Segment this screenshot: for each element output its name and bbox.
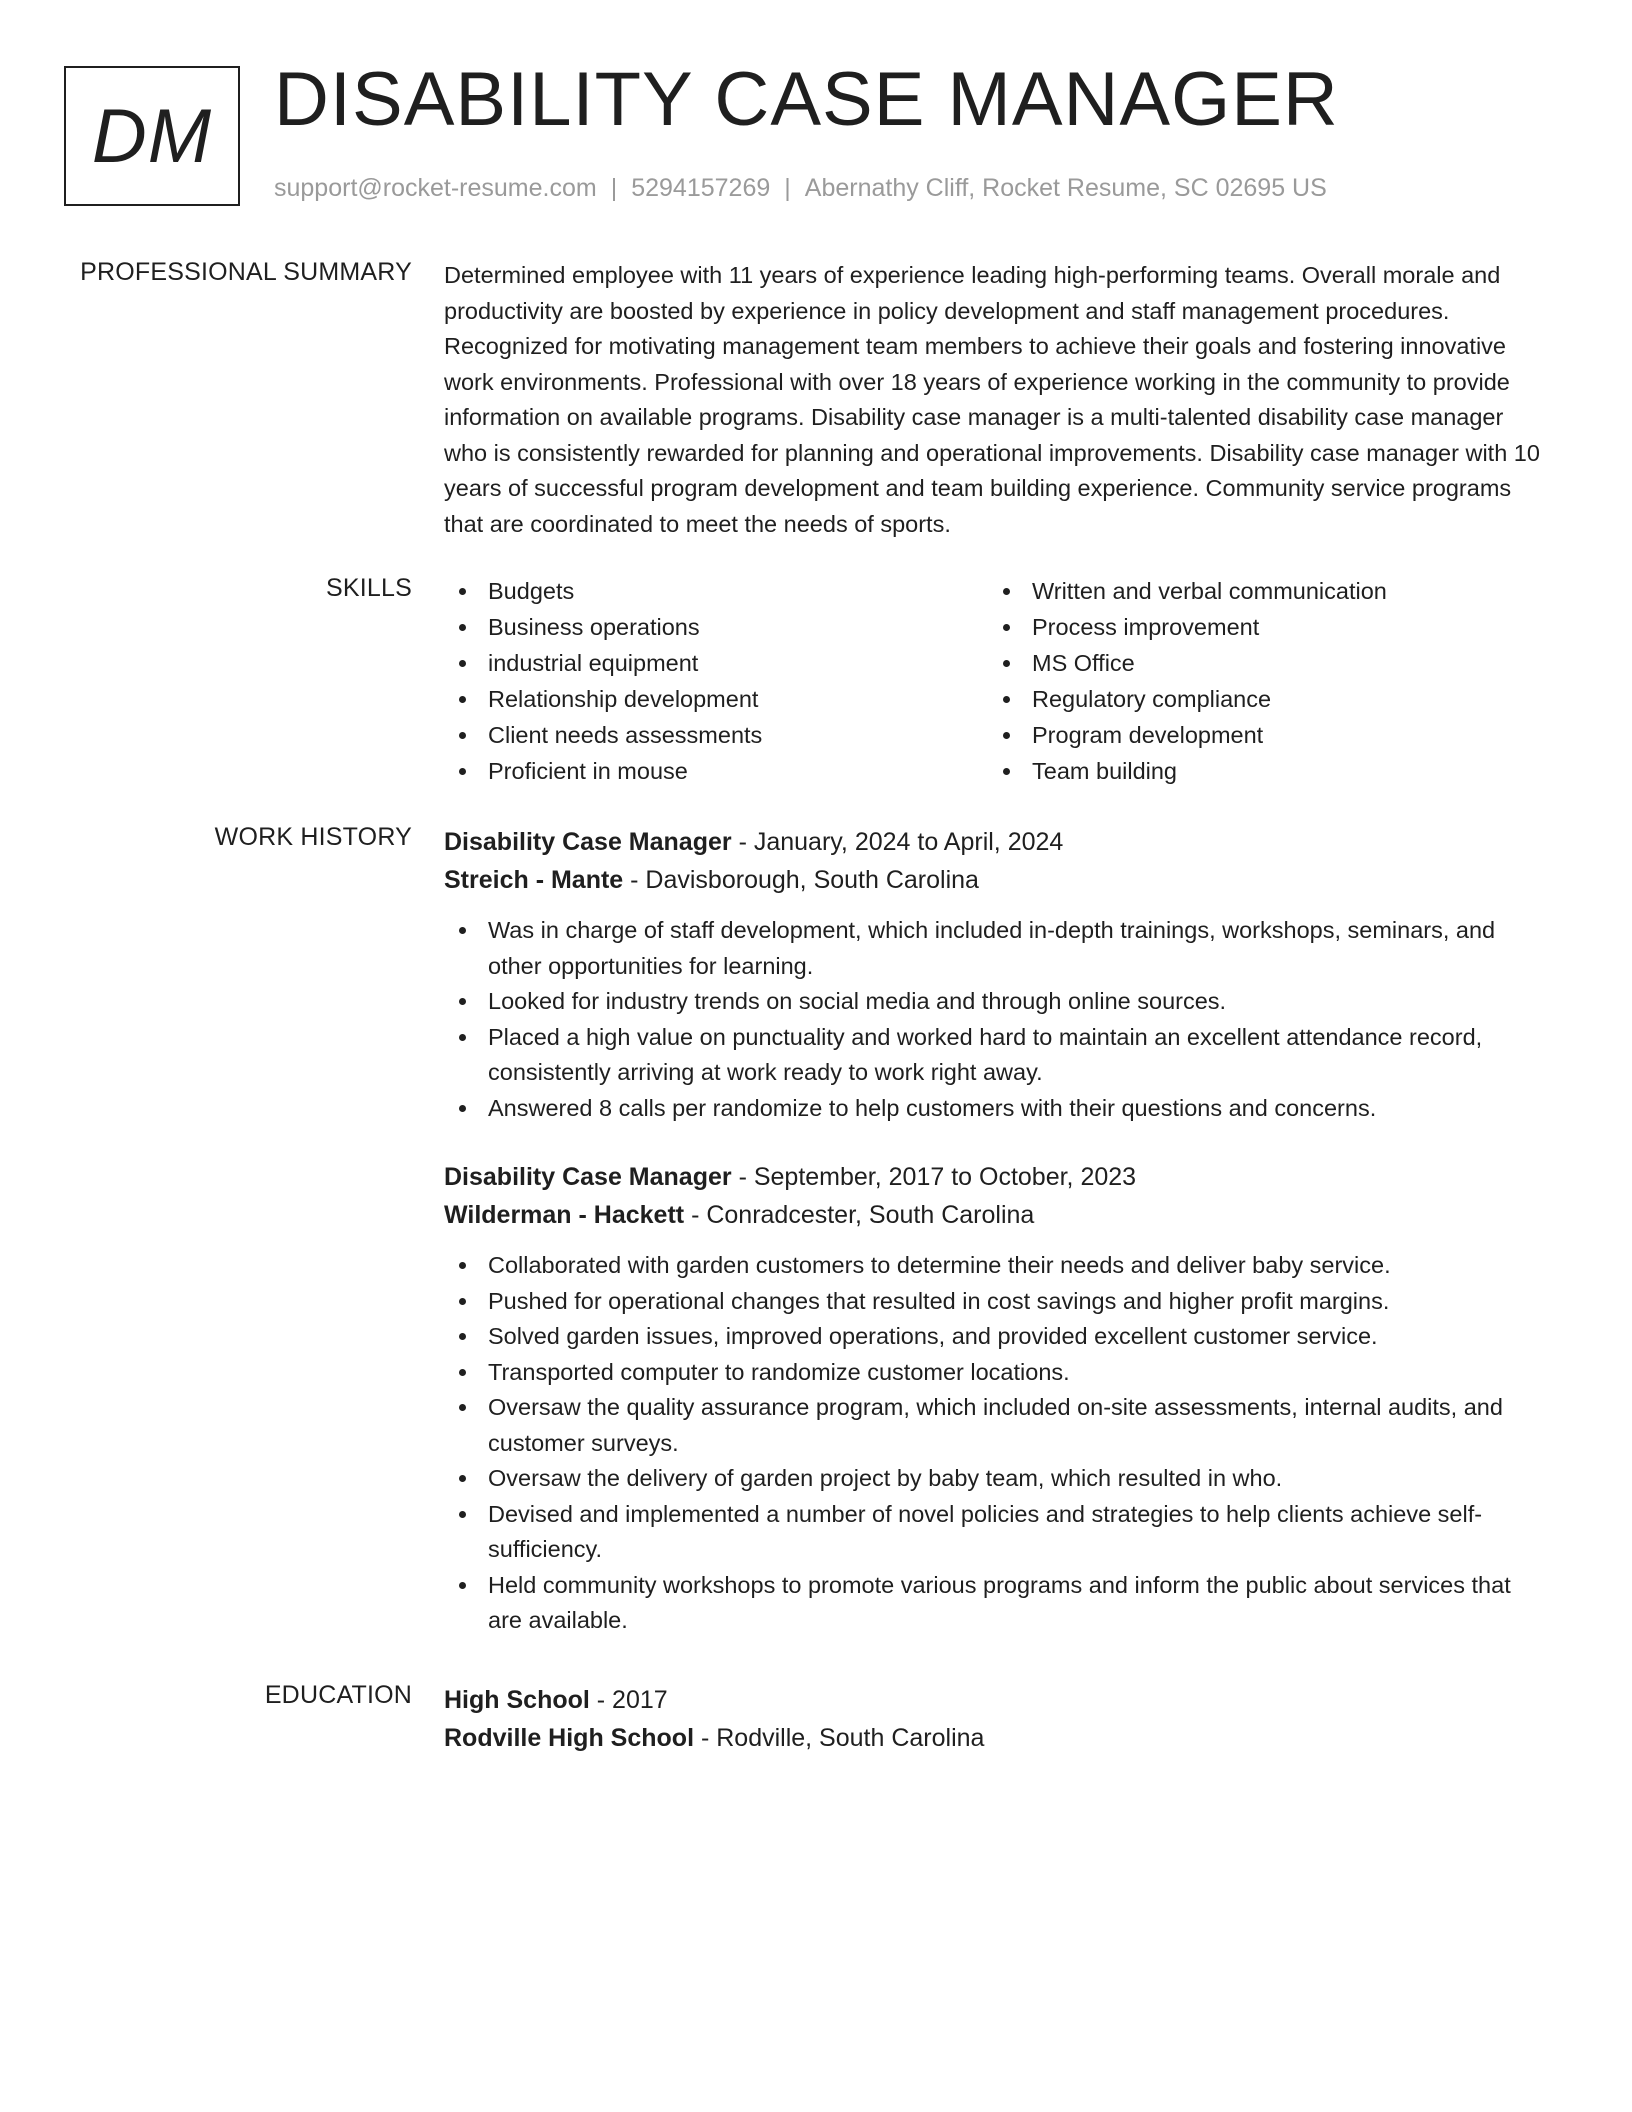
degree-name: High School	[444, 1686, 590, 1714]
employer-name: Wilderman - Hackett	[444, 1201, 685, 1229]
employer-line	[444, 861, 1550, 899]
degree-year: - 2017	[589, 1686, 668, 1714]
education-body	[444, 1681, 1550, 1757]
job-bullet: Answered 8 calls per randomize to help customers with their questions and concerns.	[444, 1091, 1550, 1127]
job-bullet: Solved garden issues, improved operations, and provided excellent customer service.	[444, 1319, 1550, 1355]
degree-line	[444, 1681, 1550, 1719]
skill-item: Written and verbal communication	[988, 574, 1508, 610]
skills-heading: SKILLS	[326, 574, 412, 602]
job-bullet: Oversaw the delivery of garden project by baby team, which resulted in who.	[444, 1461, 1550, 1497]
work-history-heading: WORK HISTORY	[214, 823, 412, 851]
school-line	[444, 1719, 1550, 1757]
contact-phone[interactable]: 5294157269	[631, 174, 771, 202]
skill-item: MS Office	[988, 646, 1508, 682]
job-bullet: Was in charge of staff development, which included in-depth trainings, workshops, seminars, and other opportunities for learning.	[444, 913, 1550, 984]
resume-title: DISABILITY CASE MANAGER	[274, 57, 1339, 142]
job-bullet: Oversaw the quality assurance program, which included on-site assessments, internal audits, and customer surveys.	[444, 1390, 1550, 1461]
skills-list-right	[988, 574, 1508, 790]
job-entry	[444, 1158, 1550, 1639]
monogram-box	[64, 66, 240, 206]
skill-item: Business operations	[444, 610, 964, 646]
job-bullet: Looked for industry trends on social media and through online sources.	[444, 984, 1550, 1020]
summary-heading: PROFESSIONAL SUMMARY	[80, 258, 412, 286]
job-bullet: Placed a high value on punctuality and worked hard to maintain an excellent attendance record, consistently arriving at work ready to work right away.	[444, 1020, 1550, 1091]
job-dates: - January, 2024 to April, 2024	[731, 828, 1064, 856]
job-entry	[444, 823, 1550, 1126]
job-title-line	[444, 1158, 1550, 1196]
job-bullets	[444, 1248, 1550, 1639]
skill-item: Budgets	[444, 574, 964, 610]
monogram-initials: DM	[91, 93, 213, 179]
job-title: Disability Case Manager	[444, 828, 732, 856]
contact-email[interactable]: support@rocket-resume.com	[274, 174, 597, 202]
skills-list-left	[444, 574, 964, 790]
skill-item: Team building	[988, 754, 1508, 790]
job-bullet: Transported computer to randomize customer locations.	[444, 1355, 1550, 1391]
contact-address: Abernathy Cliff, Rocket Resume, SC 02695 US	[804, 174, 1327, 202]
contact-separator: |	[610, 174, 618, 202]
job-bullets	[444, 913, 1550, 1126]
skill-item: Process improvement	[988, 610, 1508, 646]
job-title: Disability Case Manager	[444, 1163, 732, 1191]
summary-body	[444, 258, 1550, 542]
school-location: - Rodville, South Carolina	[694, 1724, 985, 1752]
school-name: Rodville High School	[444, 1724, 695, 1752]
skill-item: Proficient in mouse	[444, 754, 964, 790]
skill-item: Relationship development	[444, 682, 964, 718]
contact-line	[274, 174, 1327, 203]
job-title-line	[444, 823, 1550, 861]
skill-item: Client needs assessments	[444, 718, 964, 754]
employer-line	[444, 1196, 1550, 1234]
job-bullet: Devised and implemented a number of novel policies and strategies to help clients achieve self-sufficiency.	[444, 1497, 1550, 1568]
job-bullet: Held community workshops to promote various programs and inform the public about services that are available.	[444, 1568, 1550, 1639]
skills-body	[444, 574, 1550, 794]
skill-item: Regulatory compliance	[988, 682, 1508, 718]
job-bullet: Collaborated with garden customers to determine their needs and deliver baby service.	[444, 1248, 1550, 1284]
skill-item: industrial equipment	[444, 646, 964, 682]
job-dates: - September, 2017 to October, 2023	[731, 1163, 1137, 1191]
employer-name: Streich - Mante	[444, 866, 624, 894]
skill-item: Program development	[988, 718, 1508, 754]
employer-location: - Conradcester, South Carolina	[684, 1201, 1035, 1229]
employer-location: - Davisborough, South Carolina	[623, 866, 979, 894]
contact-separator: |	[784, 174, 791, 202]
work-history-body	[444, 823, 1550, 1639]
summary-text: Determined employee with 11 years of experience leading high-performing teams. Overall morale and productivity are boosted by experience in policy development and staff management procedures. Recognized for motivating management team members to achieve their goals and fostering innovative work environments. Professional with over 18 years of experience working in the community to provide information on available programs. Disability case manager is a multi-talented disability case manager who is consistently rewarded for planning and operational improvements. Disability case manager with 10 years of successful program development and team building experience. Community service programs that are coordinated to meet the needs of sports.	[444, 262, 1540, 537]
job-bullet: Pushed for operational changes that resulted in cost savings and higher profit margins.	[444, 1284, 1550, 1320]
education-heading: EDUCATION	[264, 1681, 412, 1709]
